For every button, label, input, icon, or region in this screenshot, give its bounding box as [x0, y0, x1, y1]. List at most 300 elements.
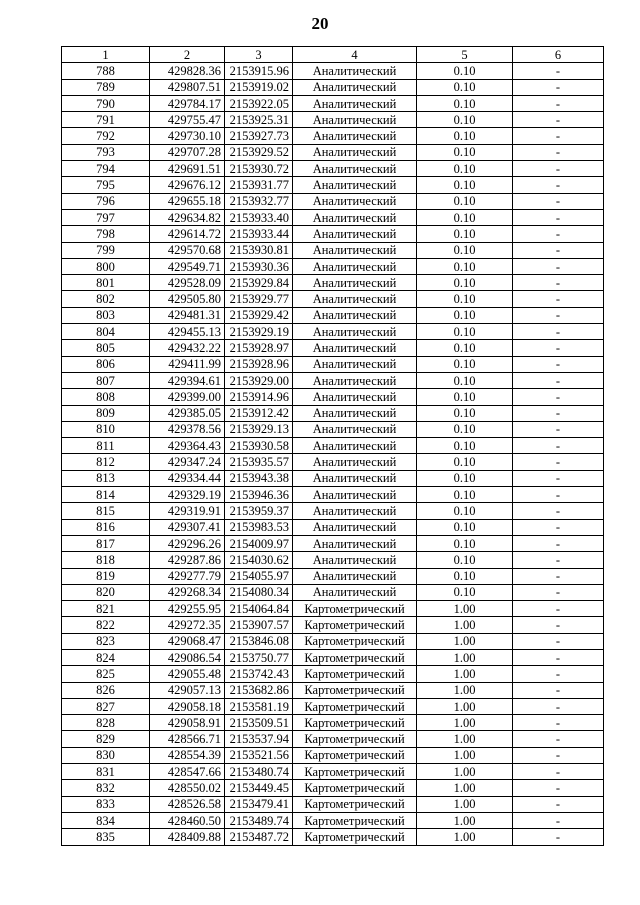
x-coordinate-cell: 429385.05 [150, 405, 225, 421]
y-coordinate-cell: 2153521.56 [225, 747, 293, 763]
method-cell: Картометрический [293, 780, 417, 796]
method-cell: Аналитический [293, 519, 417, 535]
note-cell: - [513, 242, 604, 258]
y-coordinate-cell: 2153943.38 [225, 470, 293, 486]
table-row [62, 128, 604, 144]
method-cell: Аналитический [293, 209, 417, 225]
x-coordinate-cell: 429505.80 [150, 291, 225, 307]
x-coordinate-cell: 429807.51 [150, 79, 225, 95]
y-coordinate-cell: 2154080.34 [225, 584, 293, 600]
accuracy-cell: 0.10 [417, 503, 513, 519]
y-coordinate-cell: 2153449.45 [225, 780, 293, 796]
point-number-cell: 792 [62, 128, 150, 144]
table-row [62, 552, 604, 568]
accuracy-cell: 0.10 [417, 63, 513, 79]
point-number-cell: 832 [62, 780, 150, 796]
point-number-cell: 829 [62, 731, 150, 747]
x-coordinate-cell: 429481.31 [150, 307, 225, 323]
note-cell: - [513, 780, 604, 796]
y-coordinate-cell: 2153929.84 [225, 275, 293, 291]
method-cell: Аналитический [293, 503, 417, 519]
y-coordinate-cell: 2153487.72 [225, 829, 293, 845]
point-number-cell: 813 [62, 470, 150, 486]
table-row [62, 715, 604, 731]
x-coordinate-cell: 429655.18 [150, 193, 225, 209]
accuracy-cell: 1.00 [417, 764, 513, 780]
x-coordinate-cell: 429068.47 [150, 633, 225, 649]
x-coordinate-cell: 429334.44 [150, 470, 225, 486]
note-cell: - [513, 193, 604, 209]
note-cell: - [513, 275, 604, 291]
point-number-cell: 804 [62, 324, 150, 340]
point-number-cell: 827 [62, 698, 150, 714]
accuracy-cell: 0.10 [417, 421, 513, 437]
method-cell: Картометрический [293, 829, 417, 845]
y-coordinate-cell: 2153915.96 [225, 63, 293, 79]
method-cell: Аналитический [293, 356, 417, 372]
x-coordinate-cell: 428566.71 [150, 731, 225, 747]
point-number-cell: 789 [62, 79, 150, 95]
note-cell: - [513, 731, 604, 747]
point-number-cell: 794 [62, 161, 150, 177]
y-coordinate-cell: 2153929.19 [225, 324, 293, 340]
point-number-cell: 828 [62, 715, 150, 731]
x-coordinate-cell: 429296.26 [150, 535, 225, 551]
method-cell: Аналитический [293, 487, 417, 503]
y-coordinate-cell: 2153933.44 [225, 226, 293, 242]
y-coordinate-cell: 2153930.58 [225, 438, 293, 454]
accuracy-cell: 0.10 [417, 356, 513, 372]
note-cell: - [513, 764, 604, 780]
note-cell: - [513, 389, 604, 405]
y-coordinate-cell: 2153489.74 [225, 812, 293, 828]
page-number: 20 [311, 14, 329, 33]
table-row [62, 79, 604, 95]
table-row [62, 666, 604, 682]
accuracy-cell: 1.00 [417, 698, 513, 714]
method-cell: Картометрический [293, 731, 417, 747]
note-cell: - [513, 601, 604, 617]
table-row [62, 161, 604, 177]
note-cell: - [513, 584, 604, 600]
note-cell: - [513, 747, 604, 763]
note-cell: - [513, 829, 604, 845]
point-number-cell: 820 [62, 584, 150, 600]
note-cell: - [513, 633, 604, 649]
table-row [62, 112, 604, 128]
note-cell: - [513, 372, 604, 388]
x-coordinate-cell: 429570.68 [150, 242, 225, 258]
accuracy-cell: 0.10 [417, 568, 513, 584]
method-cell: Картометрический [293, 649, 417, 665]
method-cell: Аналитический [293, 63, 417, 79]
x-coordinate-cell: 429634.82 [150, 209, 225, 225]
accuracy-cell: 0.10 [417, 454, 513, 470]
method-cell: Картометрический [293, 715, 417, 731]
point-number-cell: 818 [62, 552, 150, 568]
x-coordinate-cell: 429058.18 [150, 698, 225, 714]
table-row [62, 340, 604, 356]
note-cell: - [513, 698, 604, 714]
x-coordinate-cell: 429319.91 [150, 503, 225, 519]
accuracy-cell: 0.10 [417, 584, 513, 600]
point-number-cell: 795 [62, 177, 150, 193]
point-number-cell: 819 [62, 568, 150, 584]
y-coordinate-cell: 2153480.74 [225, 764, 293, 780]
table-row [62, 829, 604, 845]
y-coordinate-cell: 2153914.96 [225, 389, 293, 405]
column-header: 3 [225, 47, 293, 63]
note-cell: - [513, 226, 604, 242]
method-cell: Картометрический [293, 601, 417, 617]
point-number-cell: 800 [62, 258, 150, 274]
accuracy-cell: 0.10 [417, 438, 513, 454]
x-coordinate-cell: 429784.17 [150, 95, 225, 111]
x-coordinate-cell: 429287.86 [150, 552, 225, 568]
table-row [62, 796, 604, 812]
table-row [62, 242, 604, 258]
table-row [62, 487, 604, 503]
table-row [62, 324, 604, 340]
y-coordinate-cell: 2153931.77 [225, 177, 293, 193]
table-row [62, 209, 604, 225]
x-coordinate-cell: 429399.00 [150, 389, 225, 405]
method-cell: Аналитический [293, 79, 417, 95]
y-coordinate-cell: 2153479.41 [225, 796, 293, 812]
table-row [62, 226, 604, 242]
table-row [62, 405, 604, 421]
accuracy-cell: 0.10 [417, 242, 513, 258]
accuracy-cell: 1.00 [417, 682, 513, 698]
method-cell: Аналитический [293, 112, 417, 128]
accuracy-cell: 0.10 [417, 275, 513, 291]
accuracy-cell: 1.00 [417, 601, 513, 617]
table-row [62, 519, 604, 535]
table-row [62, 291, 604, 307]
point-number-cell: 815 [62, 503, 150, 519]
note-cell: - [513, 552, 604, 568]
accuracy-cell: 1.00 [417, 617, 513, 633]
point-number-cell: 810 [62, 421, 150, 437]
y-coordinate-cell: 2153928.96 [225, 356, 293, 372]
point-number-cell: 817 [62, 535, 150, 551]
table-row [62, 568, 604, 584]
x-coordinate-cell: 429528.09 [150, 275, 225, 291]
point-number-cell: 826 [62, 682, 150, 698]
note-cell: - [513, 63, 604, 79]
point-number-cell: 814 [62, 487, 150, 503]
y-coordinate-cell: 2153750.77 [225, 649, 293, 665]
x-coordinate-cell: 429730.10 [150, 128, 225, 144]
point-number-cell: 793 [62, 144, 150, 160]
x-coordinate-cell: 429614.72 [150, 226, 225, 242]
y-coordinate-cell: 2154055.97 [225, 568, 293, 584]
accuracy-cell: 1.00 [417, 796, 513, 812]
accuracy-cell: 1.00 [417, 747, 513, 763]
accuracy-cell: 0.10 [417, 144, 513, 160]
y-coordinate-cell: 2153742.43 [225, 666, 293, 682]
note-cell: - [513, 128, 604, 144]
accuracy-cell: 0.10 [417, 405, 513, 421]
y-coordinate-cell: 2153930.72 [225, 161, 293, 177]
note-cell: - [513, 161, 604, 177]
table-row [62, 470, 604, 486]
point-number-cell: 802 [62, 291, 150, 307]
x-coordinate-cell: 428554.39 [150, 747, 225, 763]
note-cell: - [513, 307, 604, 323]
x-coordinate-cell: 429549.71 [150, 258, 225, 274]
table-row [62, 356, 604, 372]
table-row [62, 503, 604, 519]
method-cell: Картометрический [293, 682, 417, 698]
accuracy-cell: 1.00 [417, 633, 513, 649]
method-cell: Аналитический [293, 454, 417, 470]
x-coordinate-cell: 429411.99 [150, 356, 225, 372]
table-row [62, 372, 604, 388]
x-coordinate-cell: 429086.54 [150, 649, 225, 665]
method-cell: Аналитический [293, 340, 417, 356]
x-coordinate-cell: 429378.56 [150, 421, 225, 437]
point-number-cell: 816 [62, 519, 150, 535]
y-coordinate-cell: 2153927.73 [225, 128, 293, 144]
method-cell: Аналитический [293, 307, 417, 323]
accuracy-cell: 0.10 [417, 389, 513, 405]
note-cell: - [513, 291, 604, 307]
method-cell: Аналитический [293, 470, 417, 486]
note-cell: - [513, 421, 604, 437]
method-cell: Аналитический [293, 389, 417, 405]
point-number-cell: 821 [62, 601, 150, 617]
point-number-cell: 788 [62, 63, 150, 79]
point-number-cell: 812 [62, 454, 150, 470]
point-number-cell: 790 [62, 95, 150, 111]
table-row [62, 389, 604, 405]
point-number-cell: 822 [62, 617, 150, 633]
point-number-cell: 807 [62, 372, 150, 388]
point-number-cell: 809 [62, 405, 150, 421]
accuracy-cell: 0.10 [417, 519, 513, 535]
method-cell: Аналитический [293, 568, 417, 584]
accuracy-cell: 0.10 [417, 79, 513, 95]
x-coordinate-cell: 429268.34 [150, 584, 225, 600]
method-cell: Картометрический [293, 796, 417, 812]
method-cell: Аналитический [293, 144, 417, 160]
note-cell: - [513, 715, 604, 731]
y-coordinate-cell: 2153919.02 [225, 79, 293, 95]
method-cell: Картометрический [293, 747, 417, 763]
accuracy-cell: 0.10 [417, 95, 513, 111]
y-coordinate-cell: 2153929.00 [225, 372, 293, 388]
accuracy-cell: 0.10 [417, 340, 513, 356]
accuracy-cell: 0.10 [417, 193, 513, 209]
y-coordinate-cell: 2153907.57 [225, 617, 293, 633]
table-row [62, 601, 604, 617]
note-cell: - [513, 682, 604, 698]
y-coordinate-cell: 2153912.42 [225, 405, 293, 421]
accuracy-cell: 1.00 [417, 731, 513, 747]
table-row [62, 812, 604, 828]
point-number-cell: 796 [62, 193, 150, 209]
point-number-cell: 831 [62, 764, 150, 780]
table-row [62, 421, 604, 437]
coordinates-table [61, 46, 604, 846]
accuracy-cell: 0.10 [417, 552, 513, 568]
x-coordinate-cell: 429058.91 [150, 715, 225, 731]
column-header: 4 [293, 47, 417, 63]
y-coordinate-cell: 2153932.77 [225, 193, 293, 209]
table-row [62, 535, 604, 551]
note-cell: - [513, 340, 604, 356]
note-cell: - [513, 79, 604, 95]
table-row [62, 649, 604, 665]
method-cell: Аналитический [293, 161, 417, 177]
table-row [62, 438, 604, 454]
method-cell: Аналитический [293, 372, 417, 388]
point-number-cell: 823 [62, 633, 150, 649]
accuracy-cell: 0.10 [417, 307, 513, 323]
x-coordinate-cell: 429828.36 [150, 63, 225, 79]
accuracy-cell: 1.00 [417, 812, 513, 828]
column-header: 6 [513, 47, 604, 63]
y-coordinate-cell: 2153509.51 [225, 715, 293, 731]
accuracy-cell: 1.00 [417, 829, 513, 845]
table-row [62, 454, 604, 470]
method-cell: Аналитический [293, 177, 417, 193]
accuracy-cell: 1.00 [417, 780, 513, 796]
note-cell: - [513, 666, 604, 682]
method-cell: Аналитический [293, 95, 417, 111]
column-header: 5 [417, 47, 513, 63]
note-cell: - [513, 568, 604, 584]
point-number-cell: 825 [62, 666, 150, 682]
y-coordinate-cell: 2153935.57 [225, 454, 293, 470]
accuracy-cell: 0.10 [417, 470, 513, 486]
x-coordinate-cell: 429277.79 [150, 568, 225, 584]
y-coordinate-cell: 2153929.13 [225, 421, 293, 437]
point-number-cell: 830 [62, 747, 150, 763]
note-cell: - [513, 535, 604, 551]
accuracy-cell: 0.10 [417, 226, 513, 242]
point-number-cell: 798 [62, 226, 150, 242]
accuracy-cell: 0.10 [417, 291, 513, 307]
method-cell: Аналитический [293, 535, 417, 551]
table-row [62, 764, 604, 780]
accuracy-cell: 0.10 [417, 258, 513, 274]
x-coordinate-cell: 429676.12 [150, 177, 225, 193]
x-coordinate-cell: 429329.19 [150, 487, 225, 503]
point-number-cell: 835 [62, 829, 150, 845]
x-coordinate-cell: 428460.50 [150, 812, 225, 828]
point-number-cell: 803 [62, 307, 150, 323]
y-coordinate-cell: 2153682.86 [225, 682, 293, 698]
table-row [62, 63, 604, 79]
note-cell: - [513, 95, 604, 111]
note-cell: - [513, 144, 604, 160]
y-coordinate-cell: 2153929.42 [225, 307, 293, 323]
note-cell: - [513, 519, 604, 535]
note-cell: - [513, 112, 604, 128]
point-number-cell: 834 [62, 812, 150, 828]
x-coordinate-cell: 429272.35 [150, 617, 225, 633]
table-row [62, 731, 604, 747]
note-cell: - [513, 503, 604, 519]
x-coordinate-cell: 429055.48 [150, 666, 225, 682]
x-coordinate-cell: 429755.47 [150, 112, 225, 128]
note-cell: - [513, 209, 604, 225]
method-cell: Картометрический [293, 617, 417, 633]
accuracy-cell: 0.10 [417, 324, 513, 340]
method-cell: Аналитический [293, 226, 417, 242]
method-cell: Аналитический [293, 438, 417, 454]
y-coordinate-cell: 2153928.97 [225, 340, 293, 356]
table-row [62, 682, 604, 698]
method-cell: Картометрический [293, 633, 417, 649]
y-coordinate-cell: 2153537.94 [225, 731, 293, 747]
y-coordinate-cell: 2153959.37 [225, 503, 293, 519]
y-coordinate-cell: 2153983.53 [225, 519, 293, 535]
x-coordinate-cell: 429347.24 [150, 454, 225, 470]
x-coordinate-cell: 428526.58 [150, 796, 225, 812]
y-coordinate-cell: 2153929.77 [225, 291, 293, 307]
accuracy-cell: 0.10 [417, 487, 513, 503]
method-cell: Аналитический [293, 193, 417, 209]
method-cell: Аналитический [293, 258, 417, 274]
method-cell: Аналитический [293, 242, 417, 258]
table-row [62, 698, 604, 714]
x-coordinate-cell: 429364.43 [150, 438, 225, 454]
method-cell: Картометрический [293, 764, 417, 780]
note-cell: - [513, 177, 604, 193]
method-cell: Аналитический [293, 552, 417, 568]
x-coordinate-cell: 428547.66 [150, 764, 225, 780]
table-row [62, 275, 604, 291]
accuracy-cell: 0.10 [417, 112, 513, 128]
table-row [62, 193, 604, 209]
note-cell: - [513, 356, 604, 372]
note-cell: - [513, 258, 604, 274]
method-cell: Аналитический [293, 584, 417, 600]
point-number-cell: 833 [62, 796, 150, 812]
note-cell: - [513, 324, 604, 340]
x-coordinate-cell: 429394.61 [150, 372, 225, 388]
accuracy-cell: 0.10 [417, 209, 513, 225]
y-coordinate-cell: 2154064.84 [225, 601, 293, 617]
accuracy-cell: 0.10 [417, 128, 513, 144]
method-cell: Картометрический [293, 698, 417, 714]
accuracy-cell: 0.10 [417, 535, 513, 551]
point-number-cell: 799 [62, 242, 150, 258]
method-cell: Аналитический [293, 324, 417, 340]
method-cell: Аналитический [293, 291, 417, 307]
column-header: 2 [150, 47, 225, 63]
method-cell: Аналитический [293, 405, 417, 421]
table-row [62, 258, 604, 274]
note-cell: - [513, 405, 604, 421]
y-coordinate-cell: 2153581.19 [225, 698, 293, 714]
y-coordinate-cell: 2153922.05 [225, 95, 293, 111]
x-coordinate-cell: 428550.02 [150, 780, 225, 796]
x-coordinate-cell: 429691.51 [150, 161, 225, 177]
method-cell: Аналитический [293, 421, 417, 437]
note-cell: - [513, 796, 604, 812]
y-coordinate-cell: 2153946.36 [225, 487, 293, 503]
table-row [62, 747, 604, 763]
note-cell: - [513, 617, 604, 633]
point-number-cell: 824 [62, 649, 150, 665]
point-number-cell: 808 [62, 389, 150, 405]
point-number-cell: 801 [62, 275, 150, 291]
accuracy-cell: 0.10 [417, 161, 513, 177]
